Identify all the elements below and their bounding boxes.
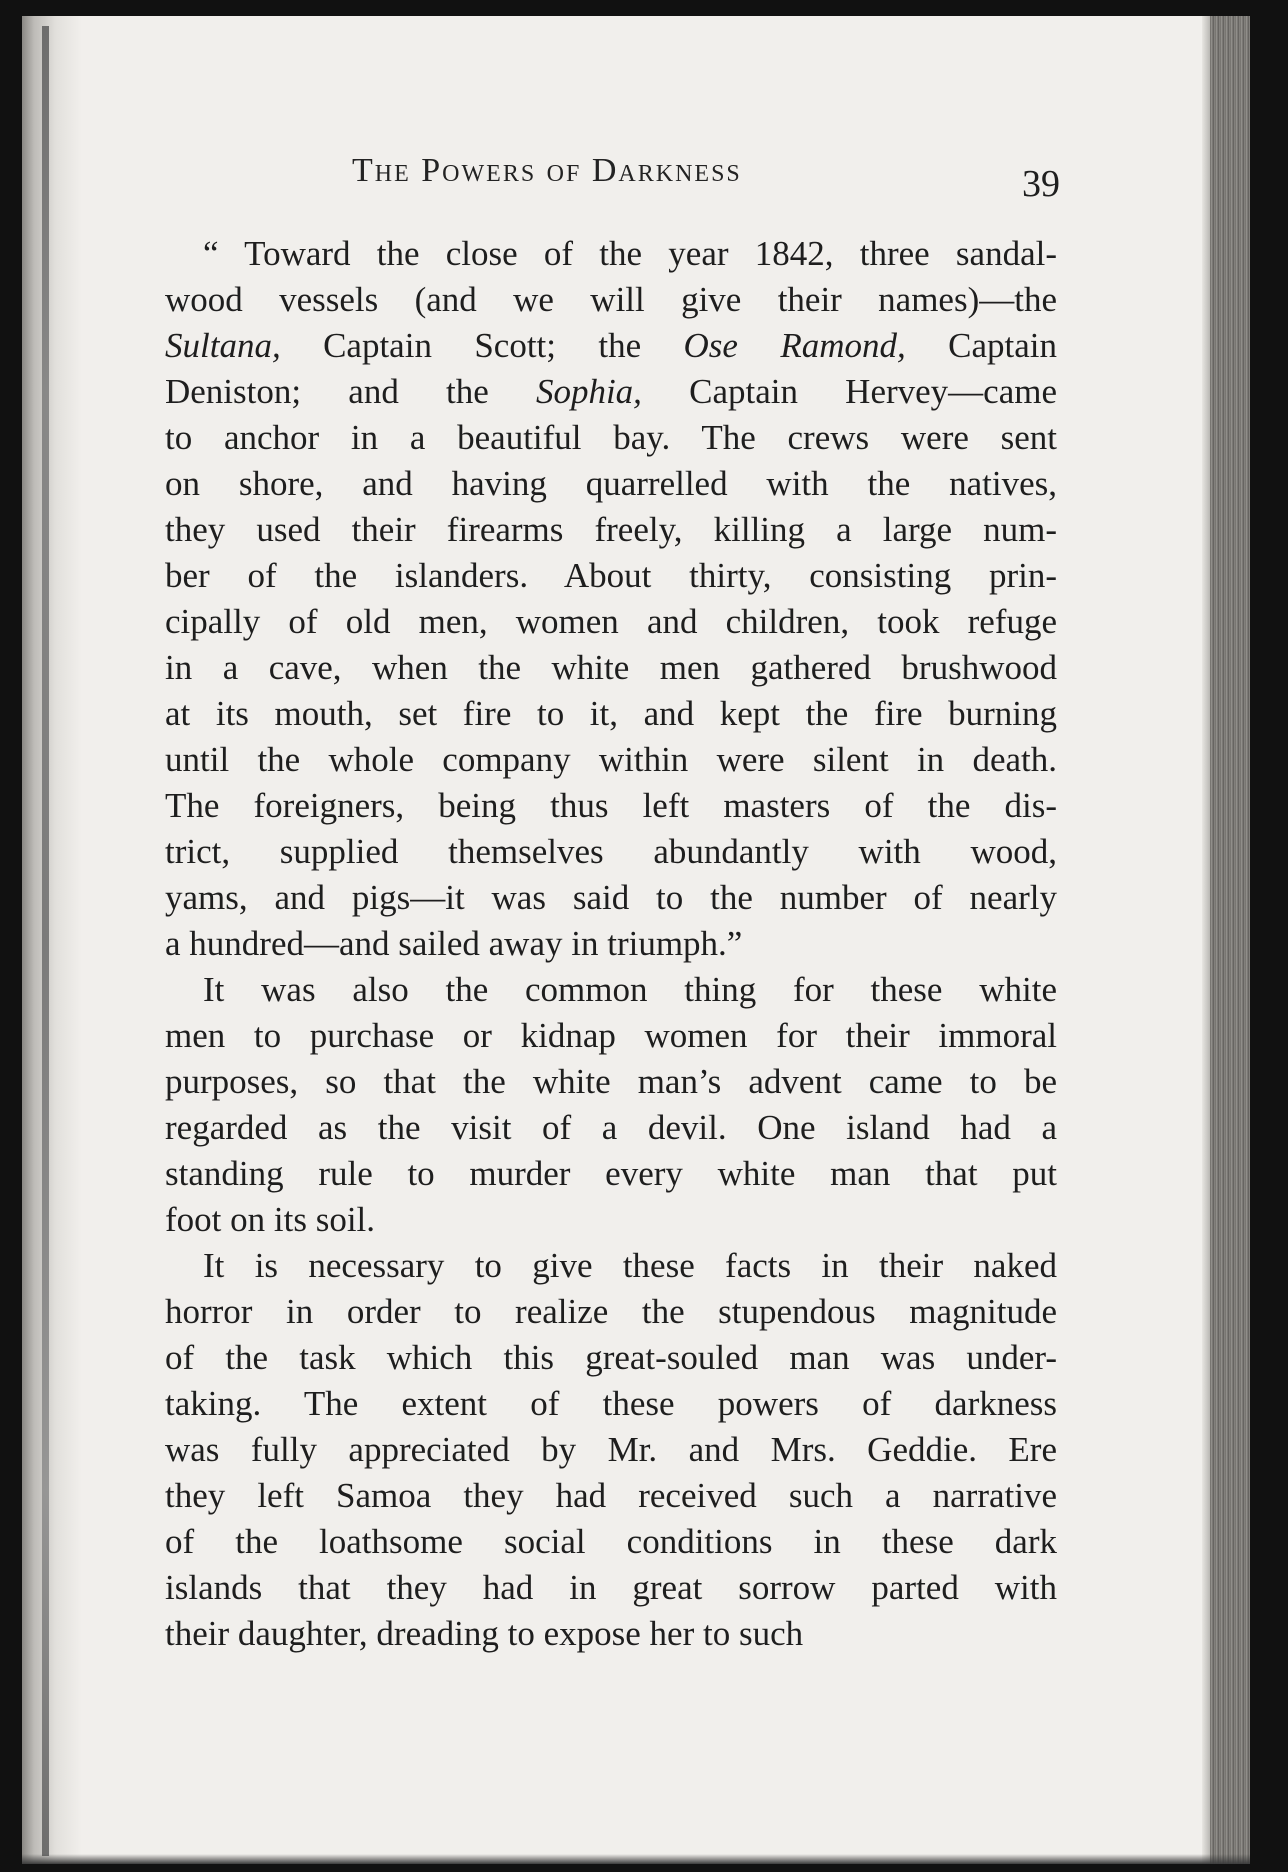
text-line: to anchor in a beautiful bay. The crews were sent: [165, 418, 1057, 457]
text-line: “ Toward the close of the year 1842, three sandal-: [203, 234, 1057, 273]
text-line: of the loathsome social conditions in these dark: [165, 1522, 1057, 1561]
text-line: taking. The extent of these powers of darkness: [165, 1384, 1057, 1423]
running-header: The Powers of Darkness: [352, 152, 742, 189]
text-line: was fully appreciated by Mr. and Mrs. Geddie. Ere: [165, 1430, 1057, 1469]
text-line: regarded as the visit of a devil. One island had a: [165, 1108, 1057, 1147]
text-line: trict, supplied themselves abundantly with wood,: [165, 832, 1057, 871]
text-line: they used their firearms freely, killing a large num-: [165, 510, 1057, 549]
text-line: their daughter, dreading to expose her to such: [165, 1614, 804, 1653]
text-line: at its mouth, set fire to it, and kept the fire burning: [165, 694, 1057, 733]
text-line: The foreigners, being thus left masters of the dis-: [165, 786, 1057, 825]
binding-shadow: [22, 16, 82, 1864]
paragraph: [165, 1243, 1057, 1657]
text-line: of the task which this great-souled man was under-: [165, 1338, 1057, 1377]
body-text: [165, 231, 1057, 1657]
text-line: standing rule to murder every white man that put: [165, 1154, 1057, 1193]
text-line: a hundred—and sailed away in triumph.”: [165, 924, 743, 963]
book-page: [22, 16, 1250, 1864]
text-line: men to purchase or kidnap women for their immoral: [165, 1016, 1057, 1055]
text-line: Sultana, Captain Scott; the Ose Ramond, Captain: [165, 326, 1057, 365]
page-edge-shade: [1202, 16, 1210, 1864]
bottom-shadow: [22, 1854, 1250, 1864]
paragraph: [165, 231, 1057, 967]
book-page-edges: [1210, 16, 1250, 1864]
text-line: in a cave, when the white men gathered brushwood: [165, 648, 1057, 687]
text-line: horror in order to realize the stupendous magnitude: [165, 1292, 1057, 1331]
text-line: Deniston; and the Sophia, Captain Hervey—came: [165, 372, 1057, 411]
text-line: It was also the common thing for these white: [203, 970, 1057, 1009]
text-line: on shore, and having quarrelled with the natives,: [165, 464, 1057, 503]
text-line: purposes, so that the white man’s advent came to be: [165, 1062, 1057, 1101]
paragraph: [165, 967, 1057, 1243]
text-line: It is necessary to give these facts in their naked: [203, 1246, 1057, 1285]
text-line: yams, and pigs—it was said to the number of nearly: [165, 878, 1057, 917]
text-line: they left Samoa they had received such a narrative: [165, 1476, 1057, 1515]
page-number: 39: [1022, 163, 1060, 205]
text-line: foot on its soil.: [165, 1200, 376, 1239]
text-line: islands that they had in great sorrow parted with: [165, 1568, 1057, 1607]
text-line: wood vessels (and we will give their names)—the: [165, 280, 1057, 319]
binding-edge: [42, 26, 49, 1856]
text-line: ber of the islanders. About thirty, consisting prin-: [165, 556, 1057, 595]
text-line: cipally of old men, women and children, took refuge: [165, 602, 1057, 641]
text-line: until the whole company within were silent in death.: [165, 740, 1057, 779]
